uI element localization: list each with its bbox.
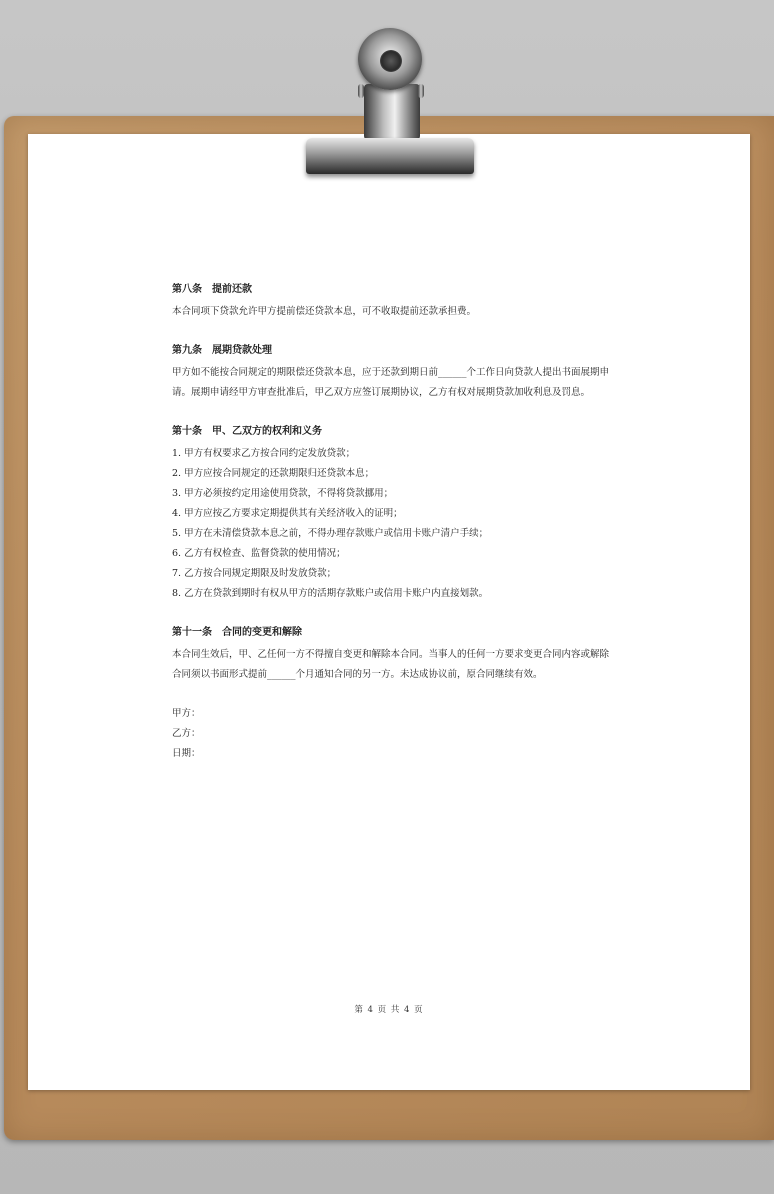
- section-article-11: [172, 623, 612, 685]
- party-b-label: 乙方：: [172, 728, 201, 739]
- page-footer: 第 4 页 共 4 页: [354, 1005, 424, 1015]
- list-item: 7. 乙方按合同规定期限及时发放贷款；: [172, 568, 337, 579]
- binder-clip-icon: [306, 138, 474, 174]
- list-item: 6. 乙方有权检查、监督贷款的使用情况；: [172, 548, 346, 559]
- clip-neck: [364, 84, 420, 140]
- list-item: 8. 乙方在贷款到期时有权从甲方的活期存款账户或信用卡账户内直接划款。: [172, 588, 489, 599]
- section-title: 第八条 提前还款: [172, 284, 252, 295]
- section-article-9: [172, 341, 612, 403]
- list-item: 5. 甲方在未清偿贷款本息之前，不得办理存款账户或信用卡账户清户手续；: [172, 528, 489, 539]
- section-paragraph: 甲方如不能按合同规定的期限偿还贷款本息，应于还款到期日前______个工作日向贷款人提出书面展期申请。展期申请经甲方审查批准后，甲乙双方应签订展期协议，乙方有权对展期贷款加收利息及罚息。: [172, 367, 610, 398]
- date-label: 日期：: [172, 748, 201, 759]
- section-paragraph: 本合同项下贷款允许甲方提前偿还贷款本息，可不收取提前还款承担费。: [172, 306, 477, 317]
- list-item: 1. 甲方有权要求乙方按合同约定发放贷款；: [172, 448, 356, 459]
- section-article-10: [172, 422, 612, 604]
- section-article-8: [172, 280, 612, 322]
- signature-block: [172, 704, 612, 764]
- section-title: 第九条 展期贷款处理: [172, 345, 272, 356]
- section-paragraph: 本合同生效后，甲、乙任何一方不得擅自变更和解除本合同。当事人的任何一方要求变更合同内容或解除合同须以书面形式提前______个月通知合同的另一方。未达成协议前，原合同继续有效。: [172, 649, 610, 680]
- document-body: [172, 280, 612, 764]
- list-item: 3. 甲方必须按约定用途使用贷款，不得将贷款挪用；: [172, 488, 394, 499]
- list-item: 2. 甲方应按合同规定的还款期限归还贷款本息；: [172, 468, 375, 479]
- party-a-label: 甲方：: [172, 708, 201, 719]
- clip-hole-icon: [380, 50, 402, 72]
- section-title: 第十条 甲、乙双方的权利和义务: [172, 426, 322, 437]
- section-title: 第十一条 合同的变更和解除: [172, 627, 302, 638]
- clip-pin-icon: [418, 84, 424, 98]
- list-item: 4. 甲方应按乙方要求定期提供其有关经济收入的证明；: [172, 508, 403, 519]
- clip-pin-icon: [358, 84, 364, 98]
